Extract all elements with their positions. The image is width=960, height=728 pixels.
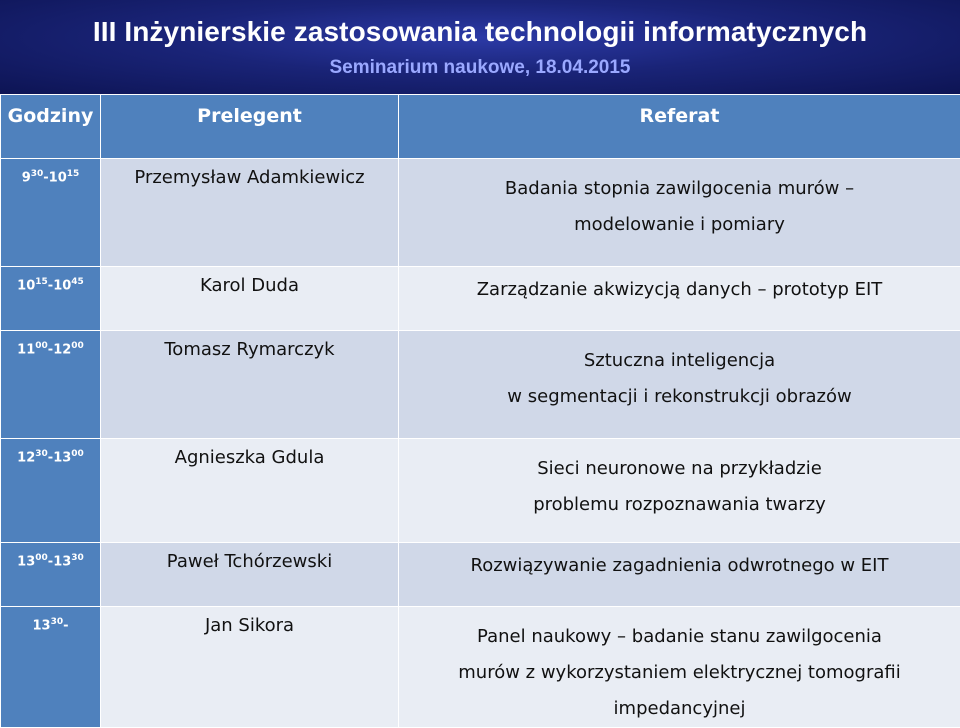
time-separator: - [63, 618, 68, 633]
time-start-minutes: 30 [35, 449, 48, 459]
table-row [1, 267, 960, 331]
speaker-cell: Karol Duda [101, 267, 399, 331]
talk-cell [399, 331, 960, 439]
time-cell [1, 607, 101, 728]
speaker-cell: Przemysław Adamkiewicz [101, 159, 399, 267]
talk-title-line: Rozwiązywanie zagadnienia odwrotnego w EIT [399, 555, 960, 577]
talk-cell [399, 543, 960, 607]
time-end-minutes: 15 [67, 169, 80, 179]
time-cell [1, 267, 101, 331]
speaker-cell: Tomasz Rymarczyk [101, 331, 399, 439]
table-row [1, 331, 960, 439]
slide-header [0, 0, 960, 94]
time-end-minutes: 30 [71, 553, 84, 563]
time-start: 10 [17, 278, 35, 293]
talk-cell [399, 439, 960, 543]
slide-subtitle: Seminarium naukowe, 18.04.2015 [0, 57, 960, 79]
table-header-row [1, 95, 960, 159]
time-cell [1, 331, 101, 439]
time-separator: - [43, 170, 48, 185]
column-header-hours: Godziny [1, 95, 101, 159]
time-end: 12 [53, 342, 71, 357]
time-end-minutes: 00 [71, 341, 84, 351]
speaker-cell: Agnieszka Gdula [101, 439, 399, 543]
column-header-talk: Referat [399, 95, 960, 159]
time-start-minutes: 30 [31, 169, 44, 179]
table-row [1, 607, 960, 728]
speaker-cell: Jan Sikora [101, 607, 399, 728]
talk-cell [399, 159, 960, 267]
schedule-table [0, 94, 960, 728]
time-cell [1, 543, 101, 607]
time-cell [1, 439, 101, 543]
talk-title-line: Panel naukowy – badanie stanu zawilgocenia [399, 619, 960, 655]
time-start: 13 [32, 618, 50, 633]
time-start-minutes: 00 [35, 553, 48, 563]
talk-title-line: w segmentacji i rekonstrukcji obrazów [399, 379, 960, 415]
time-separator: - [48, 278, 53, 293]
talk-title-line: impedancyjnej [399, 691, 960, 727]
talk-title-line: murów z wykorzystaniem elektrycznej tomografii [399, 655, 960, 691]
time-end-minutes: 45 [71, 277, 84, 287]
time-end: 10 [49, 170, 67, 185]
column-header-speaker: Prelegent [101, 95, 399, 159]
time-separator: - [48, 450, 53, 465]
table-row [1, 439, 960, 543]
time-separator: - [48, 342, 53, 357]
talk-title-line: Sieci neuronowe na przykładzie [399, 451, 960, 487]
time-start: 13 [17, 554, 35, 569]
time-end: 13 [53, 450, 71, 465]
time-end: 13 [53, 554, 71, 569]
time-start-minutes: 00 [35, 341, 48, 351]
speaker-cell: Paweł Tchórzewski [101, 543, 399, 607]
table-row [1, 159, 960, 267]
talk-title-line: problemu rozpoznawania twarzy [399, 487, 960, 523]
talk-title-line: Sztuczna inteligencja [399, 343, 960, 379]
time-cell [1, 159, 101, 267]
time-separator: - [48, 554, 53, 569]
talk-title-line: Zarządzanie akwizycją danych – prototyp EIT [399, 279, 960, 301]
time-start: 12 [17, 450, 35, 465]
talk-title-line: Badania stopnia zawilgocenia murów – [399, 171, 960, 207]
time-start-minutes: 15 [35, 277, 48, 287]
table-row [1, 543, 960, 607]
talk-title-line: modelowanie i pomiary [399, 207, 960, 243]
time-start: 9 [22, 170, 31, 185]
talk-cell [399, 607, 960, 728]
slide-title: III Inżynierskie zastosowania technologii informatycznych [0, 16, 960, 48]
time-start-minutes: 30 [51, 617, 64, 627]
time-start: 11 [17, 342, 35, 357]
talk-cell [399, 267, 960, 331]
time-end: 10 [53, 278, 71, 293]
time-end-minutes: 00 [71, 449, 84, 459]
